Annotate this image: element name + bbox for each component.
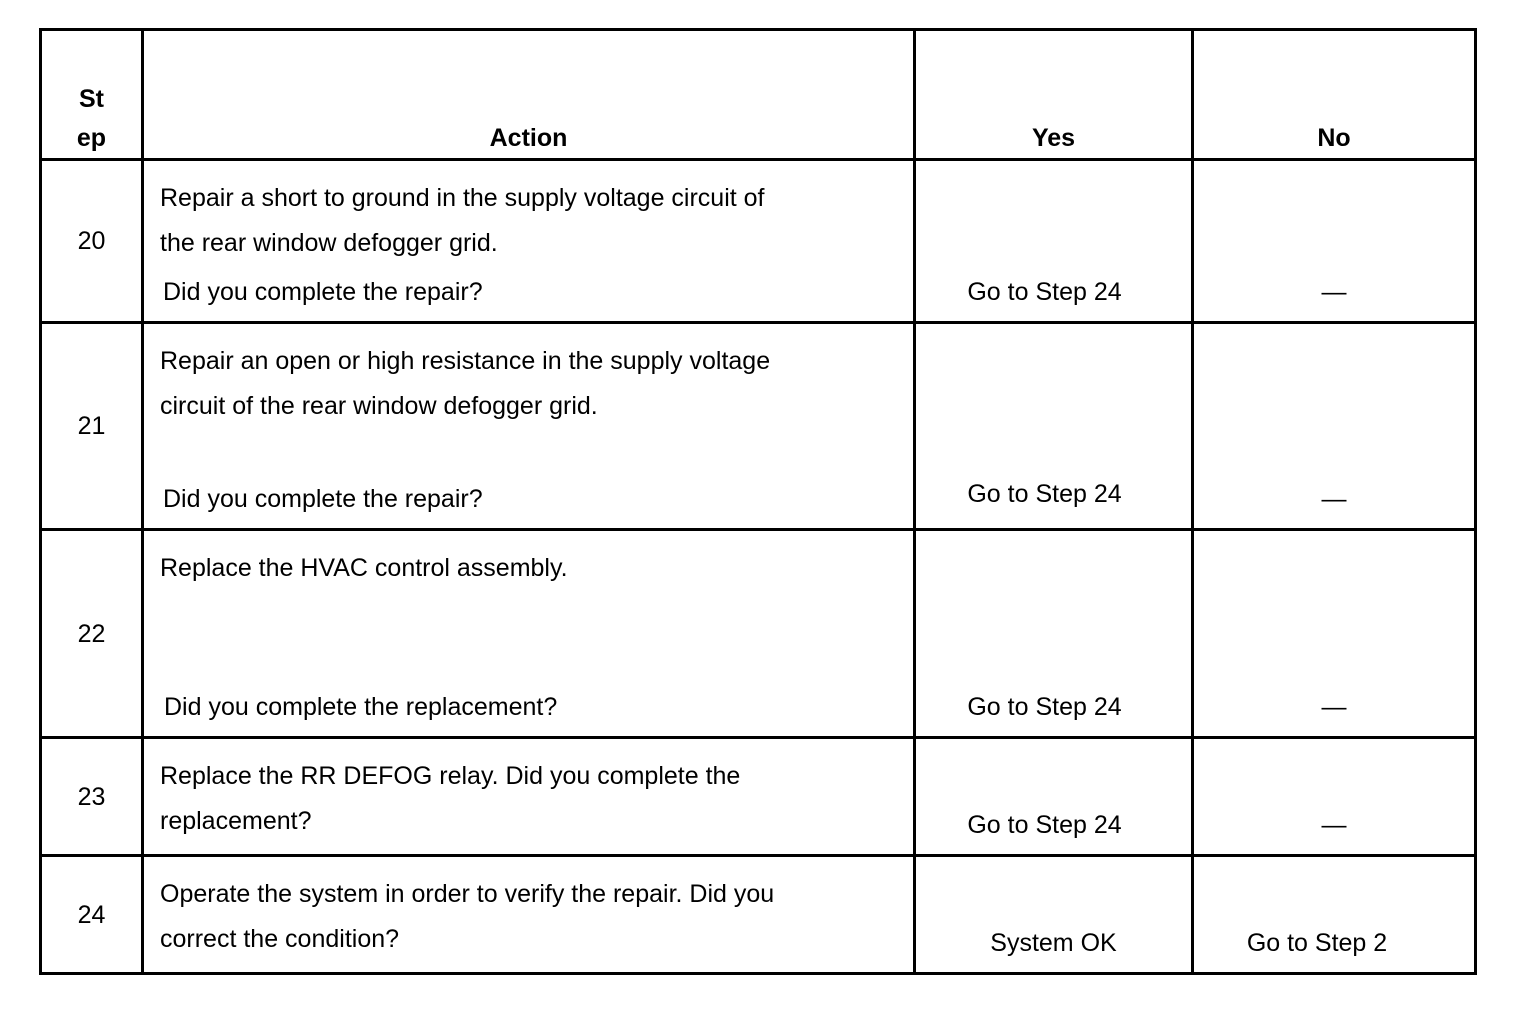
- no-result: —: [1321, 811, 1347, 839]
- yes-result: Go to Step 24: [967, 811, 1122, 839]
- action-text: [160, 339, 873, 429]
- action-cell: [143, 323, 915, 530]
- action-line: correct the condition?: [160, 925, 400, 953]
- step-cell: [41, 856, 143, 974]
- action-cell: [143, 530, 915, 738]
- table-row: [41, 160, 1476, 323]
- table-row: [41, 856, 1476, 974]
- yes-cell: [915, 738, 1193, 856]
- yes-result: Go to Step 24: [967, 278, 1122, 306]
- no-cell: [1193, 160, 1476, 323]
- no-cell: [1193, 530, 1476, 738]
- header-no: [1193, 30, 1476, 160]
- action-question: Did you complete the repair?: [163, 278, 483, 306]
- action-line: circuit of the rear window defogger grid.: [160, 392, 598, 420]
- action-text: [160, 176, 873, 266]
- action-line: replacement?: [160, 807, 312, 835]
- no-result: —: [1321, 278, 1347, 306]
- yes-cell: [915, 530, 1193, 738]
- action-line: Replace the RR DEFOG relay. Did you complete the: [160, 762, 741, 790]
- step-number: 20: [77, 227, 106, 255]
- action-cell: [143, 160, 915, 323]
- step-number: 24: [77, 900, 106, 929]
- no-cell: [1193, 323, 1476, 530]
- step-number: 22: [77, 619, 106, 648]
- header-action: [143, 30, 915, 160]
- action-cell: [143, 738, 915, 856]
- step-cell: [41, 323, 143, 530]
- header-yes: [915, 30, 1193, 160]
- header-action-label: Action: [489, 124, 568, 152]
- yes-cell: [915, 160, 1193, 323]
- no-cell: [1193, 738, 1476, 856]
- action-line: Repair an open or high resistance in the supply voltage: [160, 347, 771, 375]
- diagnostic-table: [39, 28, 1477, 975]
- action-cell: [143, 856, 915, 974]
- yes-result: Go to Step 24: [967, 480, 1122, 508]
- yes-cell: [915, 856, 1193, 974]
- header-step: [41, 30, 143, 160]
- step-cell: [41, 530, 143, 738]
- no-result: —: [1321, 693, 1347, 721]
- yes-cell: [915, 323, 1193, 530]
- action-line: Replace the HVAC control assembly.: [160, 554, 568, 582]
- action-line: the rear window defogger grid.: [160, 229, 498, 257]
- action-text: [160, 546, 873, 591]
- header-step-line1: St: [79, 85, 104, 113]
- header-yes-label: Yes: [1031, 124, 1076, 152]
- yes-result: System OK: [990, 929, 1117, 957]
- step-cell: [41, 160, 143, 323]
- no-result: Go to Step 2: [1246, 929, 1388, 957]
- table-row: [41, 530, 1476, 738]
- table-row: [41, 323, 1476, 530]
- no-cell: [1193, 856, 1476, 974]
- action-text: [160, 872, 873, 962]
- header-step-line2: ep: [76, 124, 107, 152]
- header-no-label: No: [1317, 124, 1351, 152]
- step-number: 23: [77, 782, 106, 811]
- table-row: [41, 738, 1476, 856]
- action-line: Repair a short to ground in the supply voltage circuit of: [160, 184, 765, 212]
- action-question: Did you complete the repair?: [163, 485, 483, 513]
- step-number: 21: [77, 412, 106, 440]
- yes-result: Go to Step 24: [967, 693, 1122, 721]
- header-row: [41, 30, 1476, 160]
- action-question: Did you complete the replacement?: [164, 693, 558, 721]
- step-cell: [41, 738, 143, 856]
- action-line: Operate the system in order to verify the repair. Did you: [160, 880, 775, 908]
- action-text: [160, 754, 873, 844]
- no-result: —: [1321, 485, 1347, 513]
